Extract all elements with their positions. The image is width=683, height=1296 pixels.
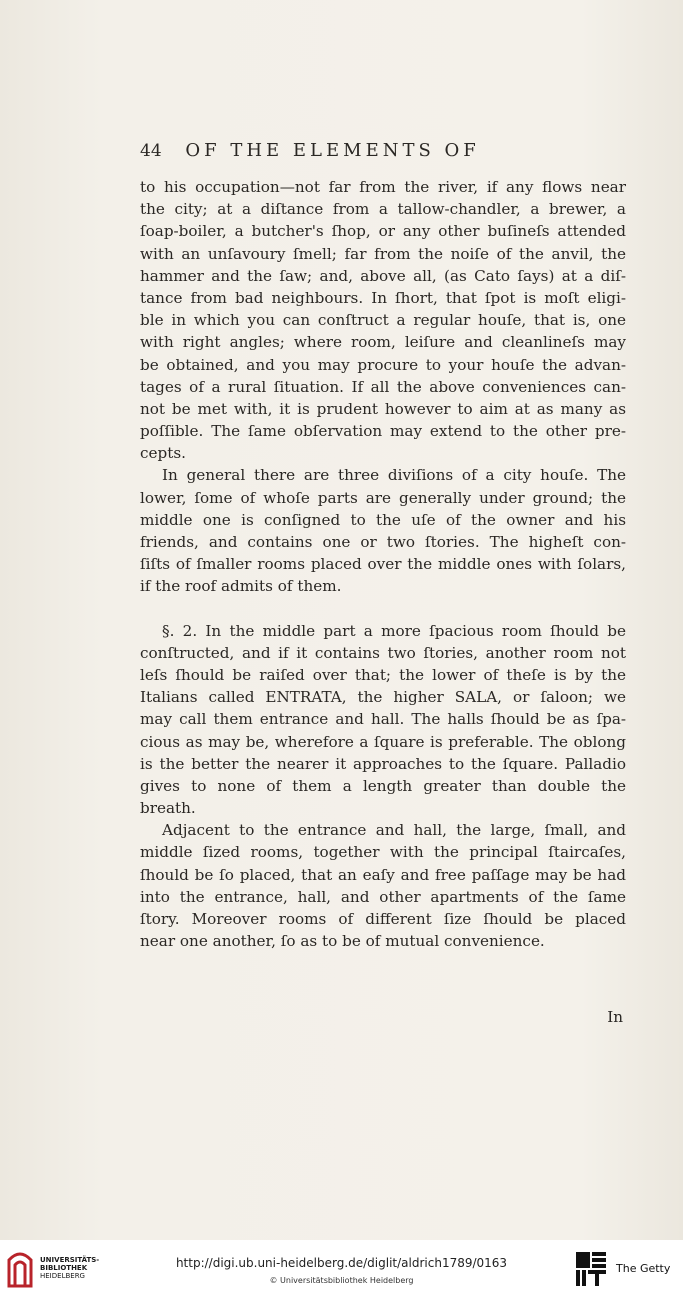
footer-bar [0, 1240, 683, 1296]
text-line: Adjacent to the entrance and hall, the large, ſmall, and [162, 821, 626, 840]
paragraph-4 [140, 819, 626, 952]
text-line: §. 2. In the middle part a more ſpacious room ſhould be [162, 621, 626, 640]
text-line: be obtained, and you may procure to your houſe the advan- [140, 355, 626, 374]
text-line: In general there are three diviſions of a city houſe. The [162, 466, 626, 485]
text-line: is the better the nearer it approaches to the ſquare. Palladio [140, 754, 626, 773]
text-line: with an unſavoury ſmell; far from the noiſe of the anvil, the [140, 244, 626, 263]
text-line: Italians called ENTRATA, the higher SALA, or ſaloon; we [140, 688, 626, 707]
text-line: to his occupation—not far from the river, if any flows near [140, 178, 626, 196]
text-line: ſiſts of ſmaller rooms placed over the middle ones with ſolars, [140, 555, 626, 574]
text-line: may call them entrance and hall. The halls ſhould be as ſpa- [140, 710, 626, 729]
text-line: hammer and the ſaw; and, above all, (as Cato ſays) at a diſ- [140, 266, 626, 285]
text-line: lower, ſome of whoſe parts are generally under ground; the [140, 488, 626, 507]
text-line: tages of a rural ſituation. If all the above conveniences can- [140, 377, 626, 396]
getty-logo-icon [574, 1250, 608, 1288]
text-line: near one another, ſo as to be of mutual convenience. [140, 932, 545, 951]
paragraph-1 [140, 176, 626, 464]
getty-label: The Getty [616, 1262, 671, 1275]
library-name: UNIVERSITÄTS- BIBLIOTHEK HEIDELBERG [40, 1256, 100, 1280]
body-text [140, 176, 626, 952]
copyright: © Universitätsbibliothek Heidelberg [269, 1276, 414, 1285]
text-line: friends, and contains one or two ſtories. The higheſt con- [140, 533, 626, 551]
text-line: into the entrance, hall, and other apartments of the ſame [140, 887, 626, 906]
running-header [140, 140, 630, 161]
text-line: cious as may be, wherefore a ſquare is preferable. The oblong [140, 732, 626, 751]
text-line: if the roof admits of them. [140, 577, 342, 596]
text-line: middle one is conſigned to the uſe of the owner and his [140, 510, 626, 529]
text-line: breath. [140, 799, 196, 818]
text-line: not be met with, it is prudent however to aim at as many as [140, 399, 626, 418]
text-line: middle ſized rooms, together with the principal ſtaircaſes, [140, 843, 626, 862]
text-line: gives to none of them a length greater than double the [140, 776, 626, 795]
paragraph-2 [140, 464, 626, 597]
text-line: ſtory. Moreover rooms of different ſize ſhould be placed [140, 910, 626, 928]
text-line: tance from bad neighbours. In ſhort, that ſpot is moſt eligi- [140, 288, 626, 307]
text-line: the city; at a diſtance from a tallow-chandler, a brewer, a [140, 200, 626, 219]
permalink[interactable]: http://digi.ub.uni-heidelberg.de/diglit/aldrich1789/0163 [175, 1256, 508, 1270]
text-line: conſtructed, and if it contains two ſtories, another room not [140, 643, 626, 662]
running-title: OF THE ELEMENTS OF [185, 140, 480, 161]
text-line: cepts. [140, 444, 186, 463]
catchword: In [607, 1008, 623, 1026]
paragraph-3 [140, 620, 626, 820]
text-line: ſhould be ſo placed, that an eaſy and free paſſage may be had [140, 865, 626, 884]
text-line: leſs ſhould be raiſed over that; the lower of theſe is by the [140, 665, 626, 684]
page-number: 44 [140, 141, 162, 161]
text-line: ſoap-boiler, a butcher's ſhop, or any other buſineſs attended [140, 222, 626, 241]
text-line: with right angles; where room, leiſure and cleanlineſs may [140, 333, 626, 352]
text-line: poſſible. The ſame obſervation may extend to the other pre- [140, 422, 626, 441]
text-line: ble in which you can conſtruct a regular houſe, that is, one [140, 311, 626, 330]
